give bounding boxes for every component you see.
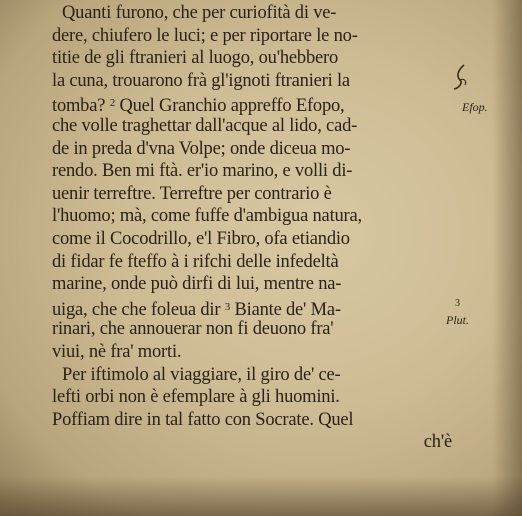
footnote-ref: 2 <box>109 97 116 110</box>
text-line: la cuna, trouarono frà gl'ignoti ftranieri la <box>52 70 350 91</box>
text-line: titie de gli ftranieri al luogo, ou'hebbero <box>52 48 339 69</box>
text-segment: Biante de' Ma- <box>234 299 341 320</box>
catchword: ch'è <box>423 432 452 453</box>
text-line: dere, chiufero le luci; e per riportare le no- <box>52 25 358 46</box>
text-line: rendo. Ben mi ftà. er'io marino, e volli di- <box>52 161 353 182</box>
page-edge-shadow <box>492 0 522 516</box>
text-line <box>52 296 472 319</box>
text-segment: tomba? <box>52 96 106 117</box>
margin-note-number: 3 <box>455 298 460 309</box>
text-line: de in preda d'vna Volpe; onde diceua mo- <box>52 138 351 159</box>
text-line: rinari, che annouerar non fi deuono fra' <box>52 319 334 340</box>
text-line: che volle traghettar dall'acque al lido, cad- <box>52 115 358 136</box>
text-line: come il Cocodrillo, e'l Fibro, ofa etiandio <box>52 228 350 249</box>
text-line <box>52 92 472 115</box>
text-line: lefti orbi non è efemplare à gli huomini. <box>52 387 340 408</box>
text-segment: Quel Granchio appreffo Efopo, <box>119 96 345 117</box>
body-text <box>52 2 472 454</box>
page-bottom-shadow <box>0 476 522 516</box>
ink-flourish-icon <box>450 62 472 92</box>
text-line: uenir terreftre. Terreftre per contrario è <box>52 183 332 204</box>
text-segment: uiga, che che foleua dir <box>52 299 221 320</box>
text-line: di fidar fe fteffo à i rifchi delle infedeltà <box>52 251 339 272</box>
text-line: Poffiam dire in tal fatto con Socrate. Quel <box>52 409 354 430</box>
text-line: l'huomo; mà, come fuffe d'ambigua natura, <box>52 206 362 227</box>
footnote-ref: 3 <box>224 300 231 313</box>
text-line: Quanti furono, che per curiofità di ve- <box>62 3 337 23</box>
margin-note-plut: Plut. <box>446 313 469 327</box>
text-line: viui, nè fra' morti. <box>52 341 182 362</box>
text-line: Per iftimolo al viaggiare, il giro de' ce- <box>62 364 341 385</box>
margin-note-esop: Efop. <box>462 100 488 114</box>
text-line: marine, onde può dirfi di lui, mentre na- <box>52 274 342 295</box>
